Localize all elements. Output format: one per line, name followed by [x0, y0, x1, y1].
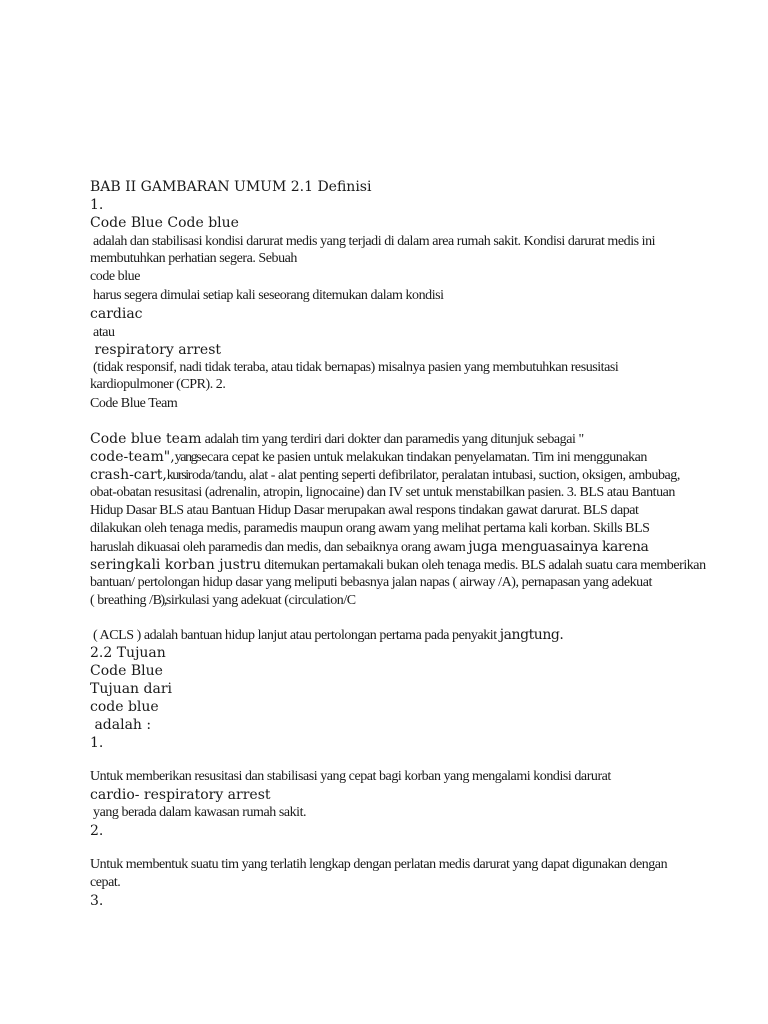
text-line: cepat. — [90, 875, 121, 890]
text-line: Untuk membentuk suatu tim yang terlatih lengkap dengan perlatan medis darurat yang dapat digunakan dengan — [90, 857, 668, 872]
text-line — [90, 538, 648, 557]
text-line — [90, 430, 584, 449]
text-run: ( breathing / — [90, 593, 153, 608]
text-run: crash-cart, — [90, 467, 167, 483]
text-line: dilakukan oleh tenaga medis, paramedis maupun orang awam yang melihat pertama kali korban. Skills BLS — [90, 521, 650, 536]
text-line: code blue — [90, 269, 140, 284]
text-line: membutuhkan perhatian segera. Sebuah — [90, 251, 297, 266]
heading-bab-ii: BAB II GAMBARAN UMUM 2.1 Definisi — [90, 179, 372, 195]
text-line: (tidak responsif, nadi tidak teraba, atau tidak bernapas) misalnya pasien yang membutuhkan resusitasi — [90, 360, 619, 375]
text-run: roda/tandu, alat - alat penting seperti defibrilator, peralatan intubasi, suction, oksigen, ambubag, — [187, 468, 680, 483]
text-line: adalah : — [90, 717, 152, 733]
text-line — [90, 448, 647, 467]
text-line: obat-obatan resusitasi (adrenalin, atropin, lignocaine) dan IV set untuk menstabilkan pasien. 3. BLS atau Bantuan — [90, 485, 675, 500]
text-line: Untuk memberikan resusitasi dan stabilisasi yang cepat bagi korban yang mengalami kondisi darurat — [90, 769, 611, 784]
text-line: Tujuan dari — [90, 681, 173, 697]
text-run: B), — [152, 593, 166, 608]
list-number: 2. — [90, 823, 104, 839]
text-run: secara cepat ke pasien untuk melakukan tindakan penyelamatan. Tim ini menggunakan — [196, 450, 647, 465]
text-line: kardiopulmoner (CPR). 2. — [90, 377, 226, 392]
list-number: 1. — [90, 735, 104, 751]
text-line — [90, 466, 680, 485]
list-number: 3. — [90, 893, 104, 909]
text-line: cardiac — [90, 306, 143, 322]
text-line — [90, 592, 356, 610]
text-line — [90, 556, 706, 575]
text-line: bantuan/ pertolongan hidup dasar yang meliputi bebasnya jalan napas ( airway /A), pernapasan yang adekuat — [90, 575, 652, 590]
text-line: atau — [90, 325, 115, 340]
text-run: juga menguasainya karena — [468, 539, 649, 555]
text-line — [90, 626, 563, 645]
list-number: 1. — [90, 197, 104, 213]
text-run: kursi — [166, 468, 188, 483]
text-run: yang — [174, 450, 197, 465]
text-run: code-team", — [90, 449, 175, 465]
text-line: adalah dan stabilisasi kondisi darurat medis yang terjadi di dalam area rumah sakit. Kondisi darurat medis ini — [90, 234, 656, 249]
text-run: jangtung. — [499, 627, 564, 643]
text-run: ditemukan pertamakali bukan oleh tenaga medis. BLS adalah suatu cara memberikan — [261, 558, 706, 573]
text-line: Hidup Dasar BLS atau Bantuan Hidup Dasar merupakan awal respons tindakan gawat darurat. BLS dapat — [90, 503, 639, 518]
text-run: adalah tim yang terdiri dari dokter dan paramedis yang ditunjuk sebagai " — [201, 432, 584, 447]
subheading: Code Blue — [90, 663, 163, 679]
text-line: code blue — [90, 699, 159, 715]
text-run: haruslah dikuasai oleh paramedis dan medis, dan sebaiknya orang awam — [90, 540, 469, 555]
subheading: 2.2 Tujuan — [90, 645, 166, 661]
text-run: Code blue team — [90, 431, 202, 447]
text-run: ( ACLS ) adalah bantuan hidup lanjut atau pertolongan pertama pada penyakit — [90, 628, 500, 643]
text-run: sirkulasi yang adekuat (circulation/C — [165, 593, 356, 608]
text-line: cardio- respiratory arrest — [90, 787, 271, 803]
text-line: harus segera dimulai setiap kali seseorang ditemukan dalam kondisi — [90, 288, 444, 303]
text-line: respiratory arrest — [90, 342, 222, 358]
text-run: seringkali korban justru — [90, 557, 262, 573]
subheading: Code Blue Team — [90, 396, 178, 411]
text-line: yang berada dalam kawasan rumah sakit. — [90, 805, 307, 820]
subheading: Code Blue Code blue — [90, 215, 239, 231]
